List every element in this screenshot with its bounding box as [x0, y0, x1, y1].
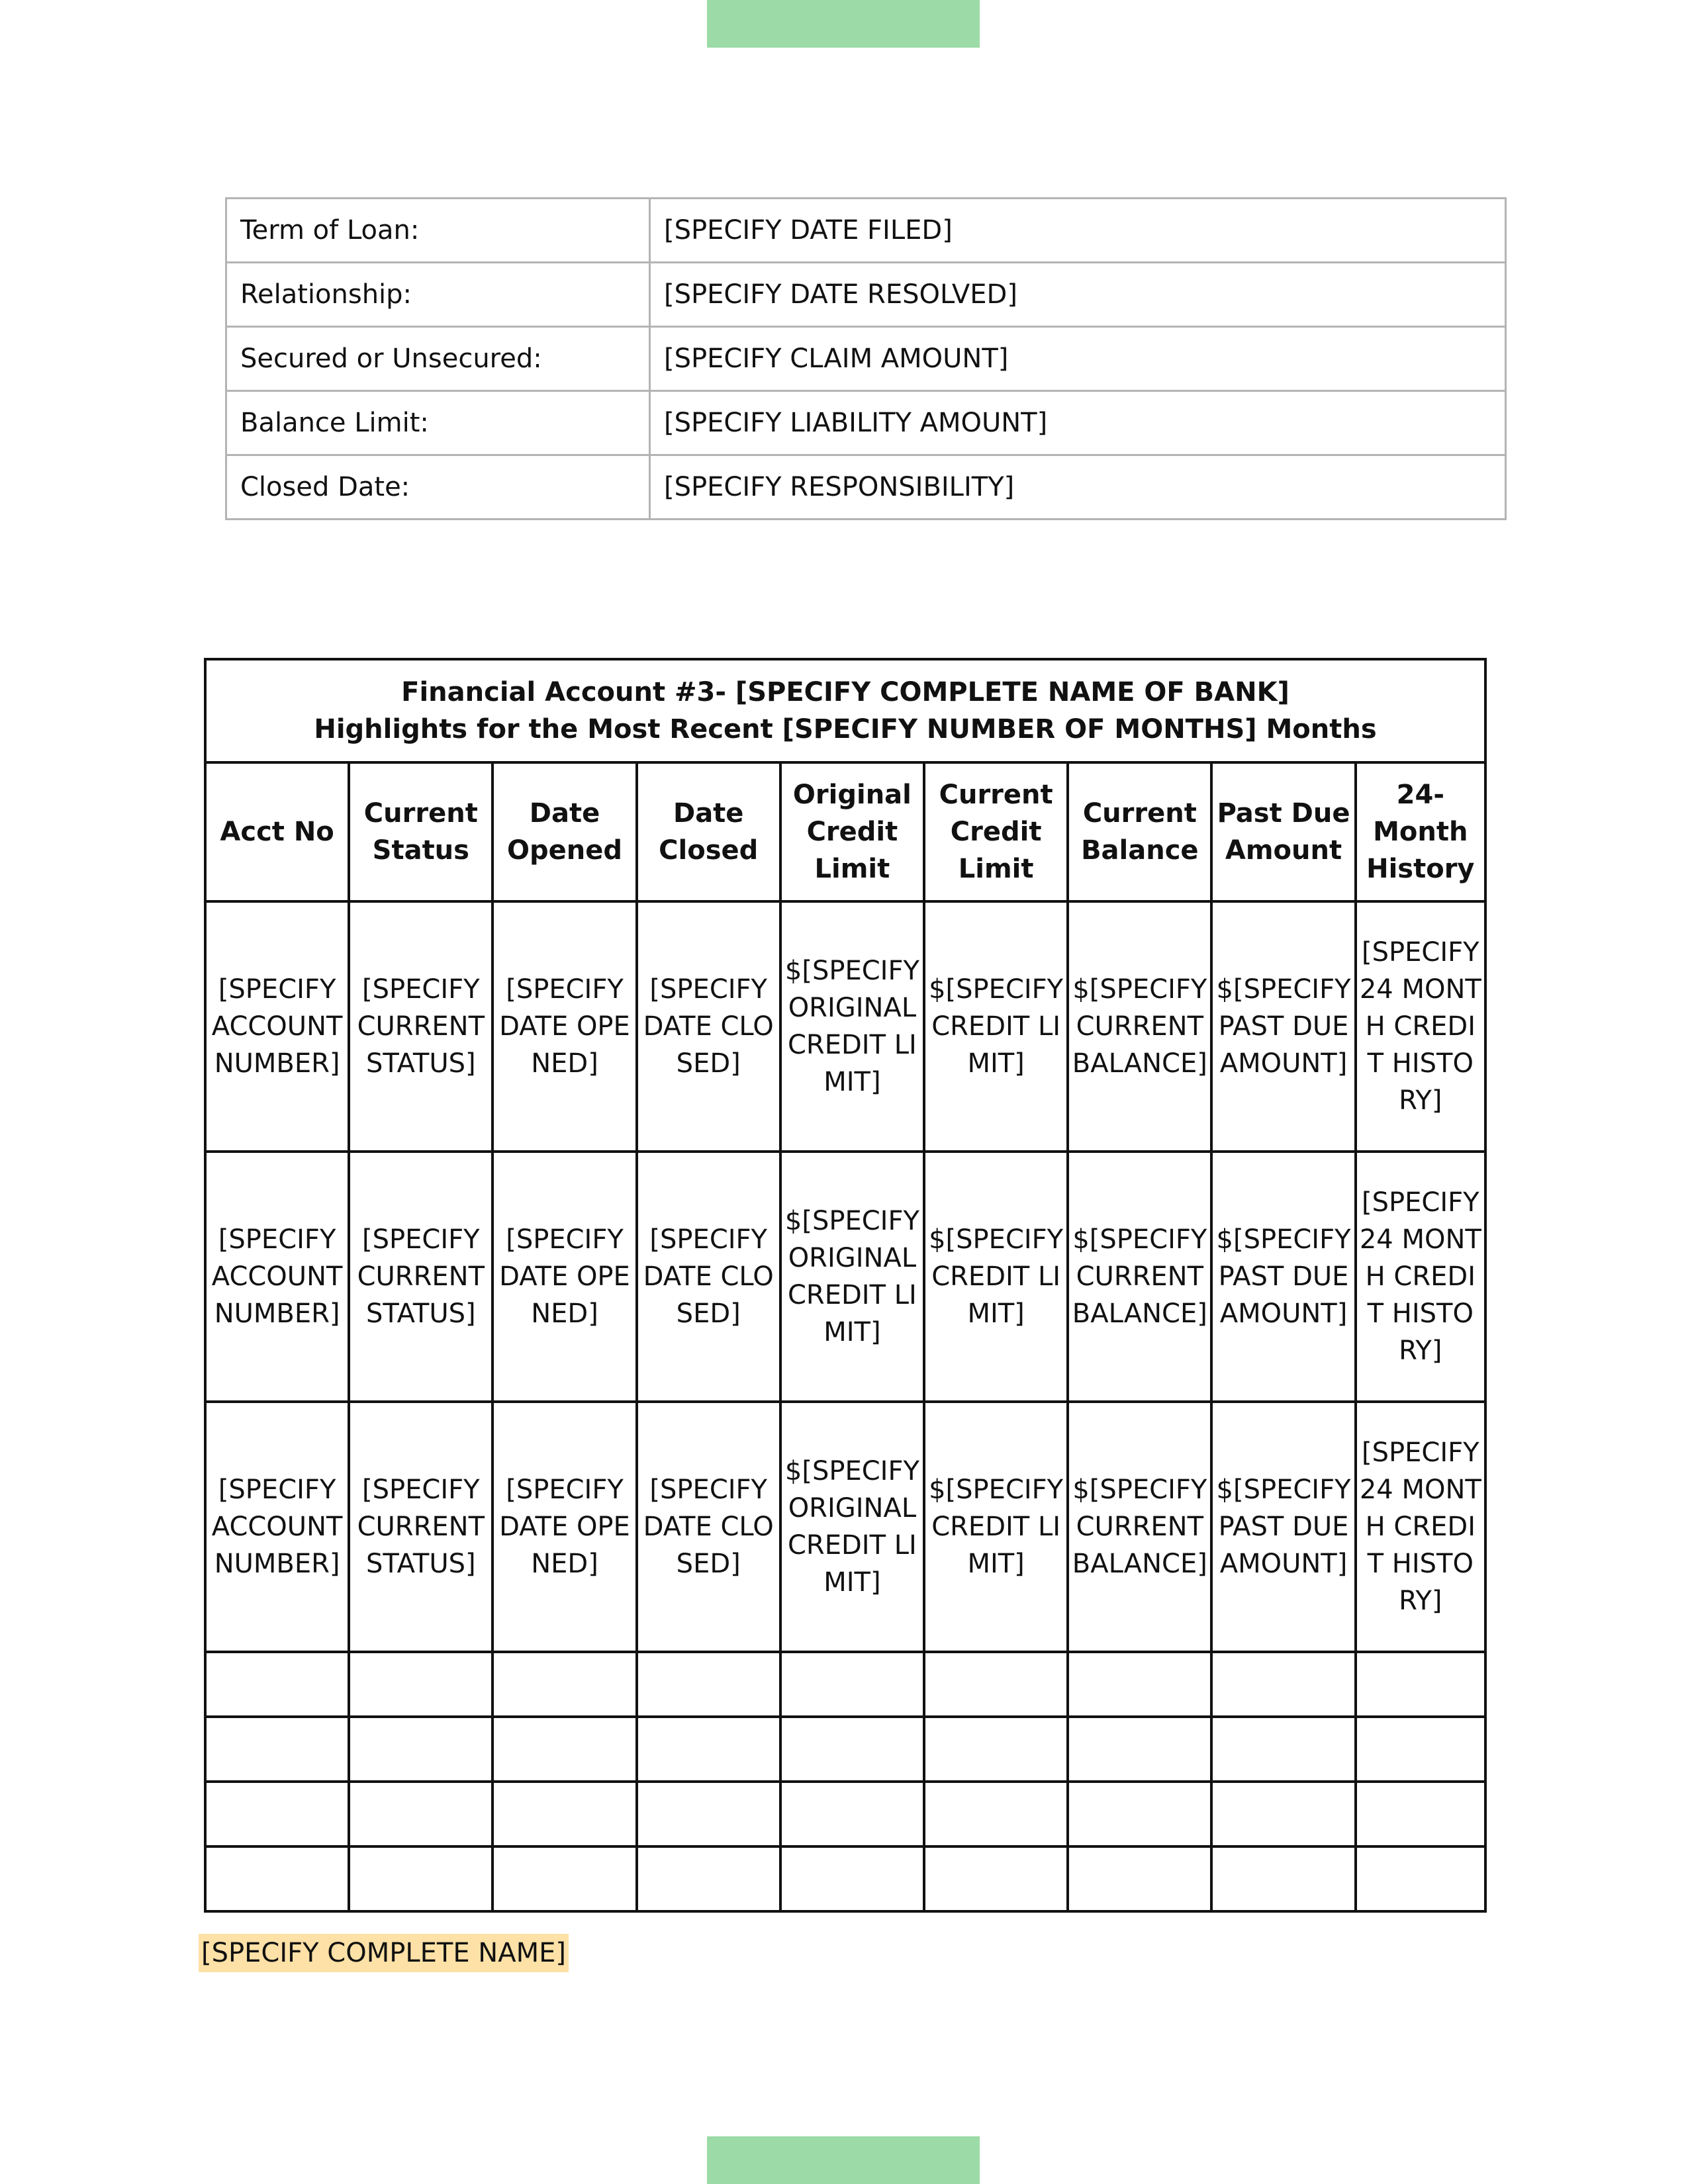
- summary-label: Secured or Unsecured:: [226, 327, 650, 391]
- table-row: [205, 1152, 1485, 1402]
- loan-summary-table: [225, 197, 1507, 520]
- column-header: Acct No: [205, 762, 349, 901]
- empty-cell: [1356, 1652, 1485, 1717]
- table-cell: [SPECIFY ACCOUNT NUMBER]: [205, 1402, 349, 1652]
- table-cell: [SPECIFY ACCOUNT NUMBER]: [205, 1152, 349, 1402]
- empty-cell: [205, 1717, 349, 1782]
- empty-cell: [492, 1652, 636, 1717]
- table-cell: [SPECIFY CURRENT STATUS]: [349, 1402, 492, 1652]
- empty-cell: [780, 1846, 924, 1911]
- table-cell: $[SPECIFY PAST DUE AMOUNT]: [1211, 1402, 1355, 1652]
- empty-cell: [1068, 1782, 1211, 1846]
- summary-row: [226, 327, 1506, 391]
- summary-value: [SPECIFY RESPONSIBILITY]: [650, 455, 1506, 520]
- empty-cell: [924, 1717, 1068, 1782]
- column-header: Date Opened: [492, 762, 636, 901]
- empty-cell: [780, 1717, 924, 1782]
- empty-cell: [780, 1652, 924, 1717]
- table-cell: $[SPECIFY CURRENT BALANCE]: [1068, 1402, 1211, 1652]
- table-cell: [SPECIFY 24 MONTH CREDIT HISTORY]: [1356, 1152, 1485, 1402]
- footer-accent-bar: [707, 2136, 980, 2184]
- table-cell: $[SPECIFY ORIGINAL CREDIT LIMIT]: [780, 1402, 924, 1652]
- empty-cell: [349, 1652, 492, 1717]
- table-cell: [SPECIFY CURRENT STATUS]: [349, 1152, 492, 1402]
- empty-cell: [349, 1782, 492, 1846]
- table-cell: $[SPECIFY CREDIT LIMIT]: [924, 901, 1068, 1152]
- summary-row: [226, 263, 1506, 327]
- empty-cell: [492, 1782, 636, 1846]
- column-header: Past Due Amount: [1211, 762, 1355, 901]
- table-cell: [SPECIFY DATE OPENED]: [492, 901, 636, 1152]
- summary-label: Closed Date:: [226, 455, 650, 520]
- table-cell: $[SPECIFY CURRENT BALANCE]: [1068, 1152, 1211, 1402]
- empty-cell: [1068, 1846, 1211, 1911]
- empty-cell: [637, 1717, 780, 1782]
- table-cell: [SPECIFY DATE OPENED]: [492, 1152, 636, 1402]
- column-header-row: [205, 762, 1485, 901]
- empty-cell: [205, 1846, 349, 1911]
- empty-cell: [1356, 1717, 1485, 1782]
- table-cell: [SPECIFY 24 MONTH CREDIT HISTORY]: [1356, 1402, 1485, 1652]
- column-header: Date Closed: [637, 762, 780, 901]
- empty-cell: [205, 1782, 349, 1846]
- column-header: Original Credit Limit: [780, 762, 924, 901]
- table-cell: $[SPECIFY PAST DUE AMOUNT]: [1211, 901, 1355, 1152]
- table-row: [205, 901, 1485, 1152]
- summary-value: [SPECIFY LIABILITY AMOUNT]: [650, 391, 1506, 455]
- complete-name-placeholder: [SPECIFY COMPLETE NAME]: [199, 1934, 569, 1972]
- table-cell: $[SPECIFY CURRENT BALANCE]: [1068, 901, 1211, 1152]
- account-title: Financial Account #3- [SPECIFY COMPLETE NAME OF BANK]: [401, 677, 1289, 707]
- empty-cell: [924, 1652, 1068, 1717]
- summary-value: [SPECIFY DATE FILED]: [650, 199, 1506, 263]
- empty-cell: [637, 1846, 780, 1911]
- empty-cell: [1211, 1782, 1355, 1846]
- financial-account-table: [204, 658, 1487, 1913]
- empty-cell: [1211, 1717, 1355, 1782]
- table-row: [205, 1402, 1485, 1652]
- empty-cell: [637, 1782, 780, 1846]
- empty-cell: [637, 1652, 780, 1717]
- table-cell: [SPECIFY DATE CLOSED]: [637, 1402, 780, 1652]
- empty-cell: [349, 1717, 492, 1782]
- summary-label: Term of Loan:: [226, 199, 650, 263]
- summary-row: [226, 391, 1506, 455]
- table-cell: [SPECIFY DATE CLOSED]: [637, 901, 780, 1152]
- account-subtitle: Highlights for the Most Recent [SPECIFY NUMBER OF MONTHS] Months: [314, 714, 1377, 745]
- table-cell: [SPECIFY DATE OPENED]: [492, 1402, 636, 1652]
- table-cell: [SPECIFY CURRENT STATUS]: [349, 901, 492, 1152]
- table-cell: [SPECIFY DATE CLOSED]: [637, 1152, 780, 1402]
- summary-value: [SPECIFY DATE RESOLVED]: [650, 263, 1506, 327]
- empty-cell: [1356, 1782, 1485, 1846]
- table-cell: [SPECIFY 24 MONTH CREDIT HISTORY]: [1356, 901, 1485, 1152]
- table-cell: $[SPECIFY CREDIT LIMIT]: [924, 1152, 1068, 1402]
- table-title: [205, 659, 1485, 762]
- empty-cell: [492, 1717, 636, 1782]
- table-cell: $[SPECIFY CREDIT LIMIT]: [924, 1402, 1068, 1652]
- empty-cell: [205, 1652, 349, 1717]
- summary-row: [226, 455, 1506, 520]
- empty-cell: [492, 1846, 636, 1911]
- table-cell: $[SPECIFY ORIGINAL CREDIT LIMIT]: [780, 1152, 924, 1402]
- table-title-row: [205, 659, 1485, 762]
- empty-cell: [924, 1782, 1068, 1846]
- table-cell: $[SPECIFY ORIGINAL CREDIT LIMIT]: [780, 901, 924, 1152]
- empty-cell: [780, 1782, 924, 1846]
- summary-label: Balance Limit:: [226, 391, 650, 455]
- summary-label: Relationship:: [226, 263, 650, 327]
- column-header: Current Credit Limit: [924, 762, 1068, 901]
- table-cell: [SPECIFY ACCOUNT NUMBER]: [205, 901, 349, 1152]
- empty-cell: [1211, 1652, 1355, 1717]
- header-accent-bar: [707, 0, 980, 48]
- table-cell: $[SPECIFY PAST DUE AMOUNT]: [1211, 1152, 1355, 1402]
- column-header: Current Status: [349, 762, 492, 901]
- column-header: Current Balance: [1068, 762, 1211, 901]
- empty-cell: [349, 1846, 492, 1911]
- empty-cell: [1068, 1652, 1211, 1717]
- column-header: 24-Month History: [1356, 762, 1485, 901]
- empty-cell: [1356, 1846, 1485, 1911]
- summary-value: [SPECIFY CLAIM AMOUNT]: [650, 327, 1506, 391]
- empty-table-row: [205, 1846, 1485, 1911]
- empty-table-row: [205, 1782, 1485, 1846]
- empty-cell: [924, 1846, 1068, 1911]
- empty-cell: [1068, 1717, 1211, 1782]
- empty-table-row: [205, 1652, 1485, 1717]
- summary-row: [226, 199, 1506, 263]
- empty-cell: [1211, 1846, 1355, 1911]
- empty-table-row: [205, 1717, 1485, 1782]
